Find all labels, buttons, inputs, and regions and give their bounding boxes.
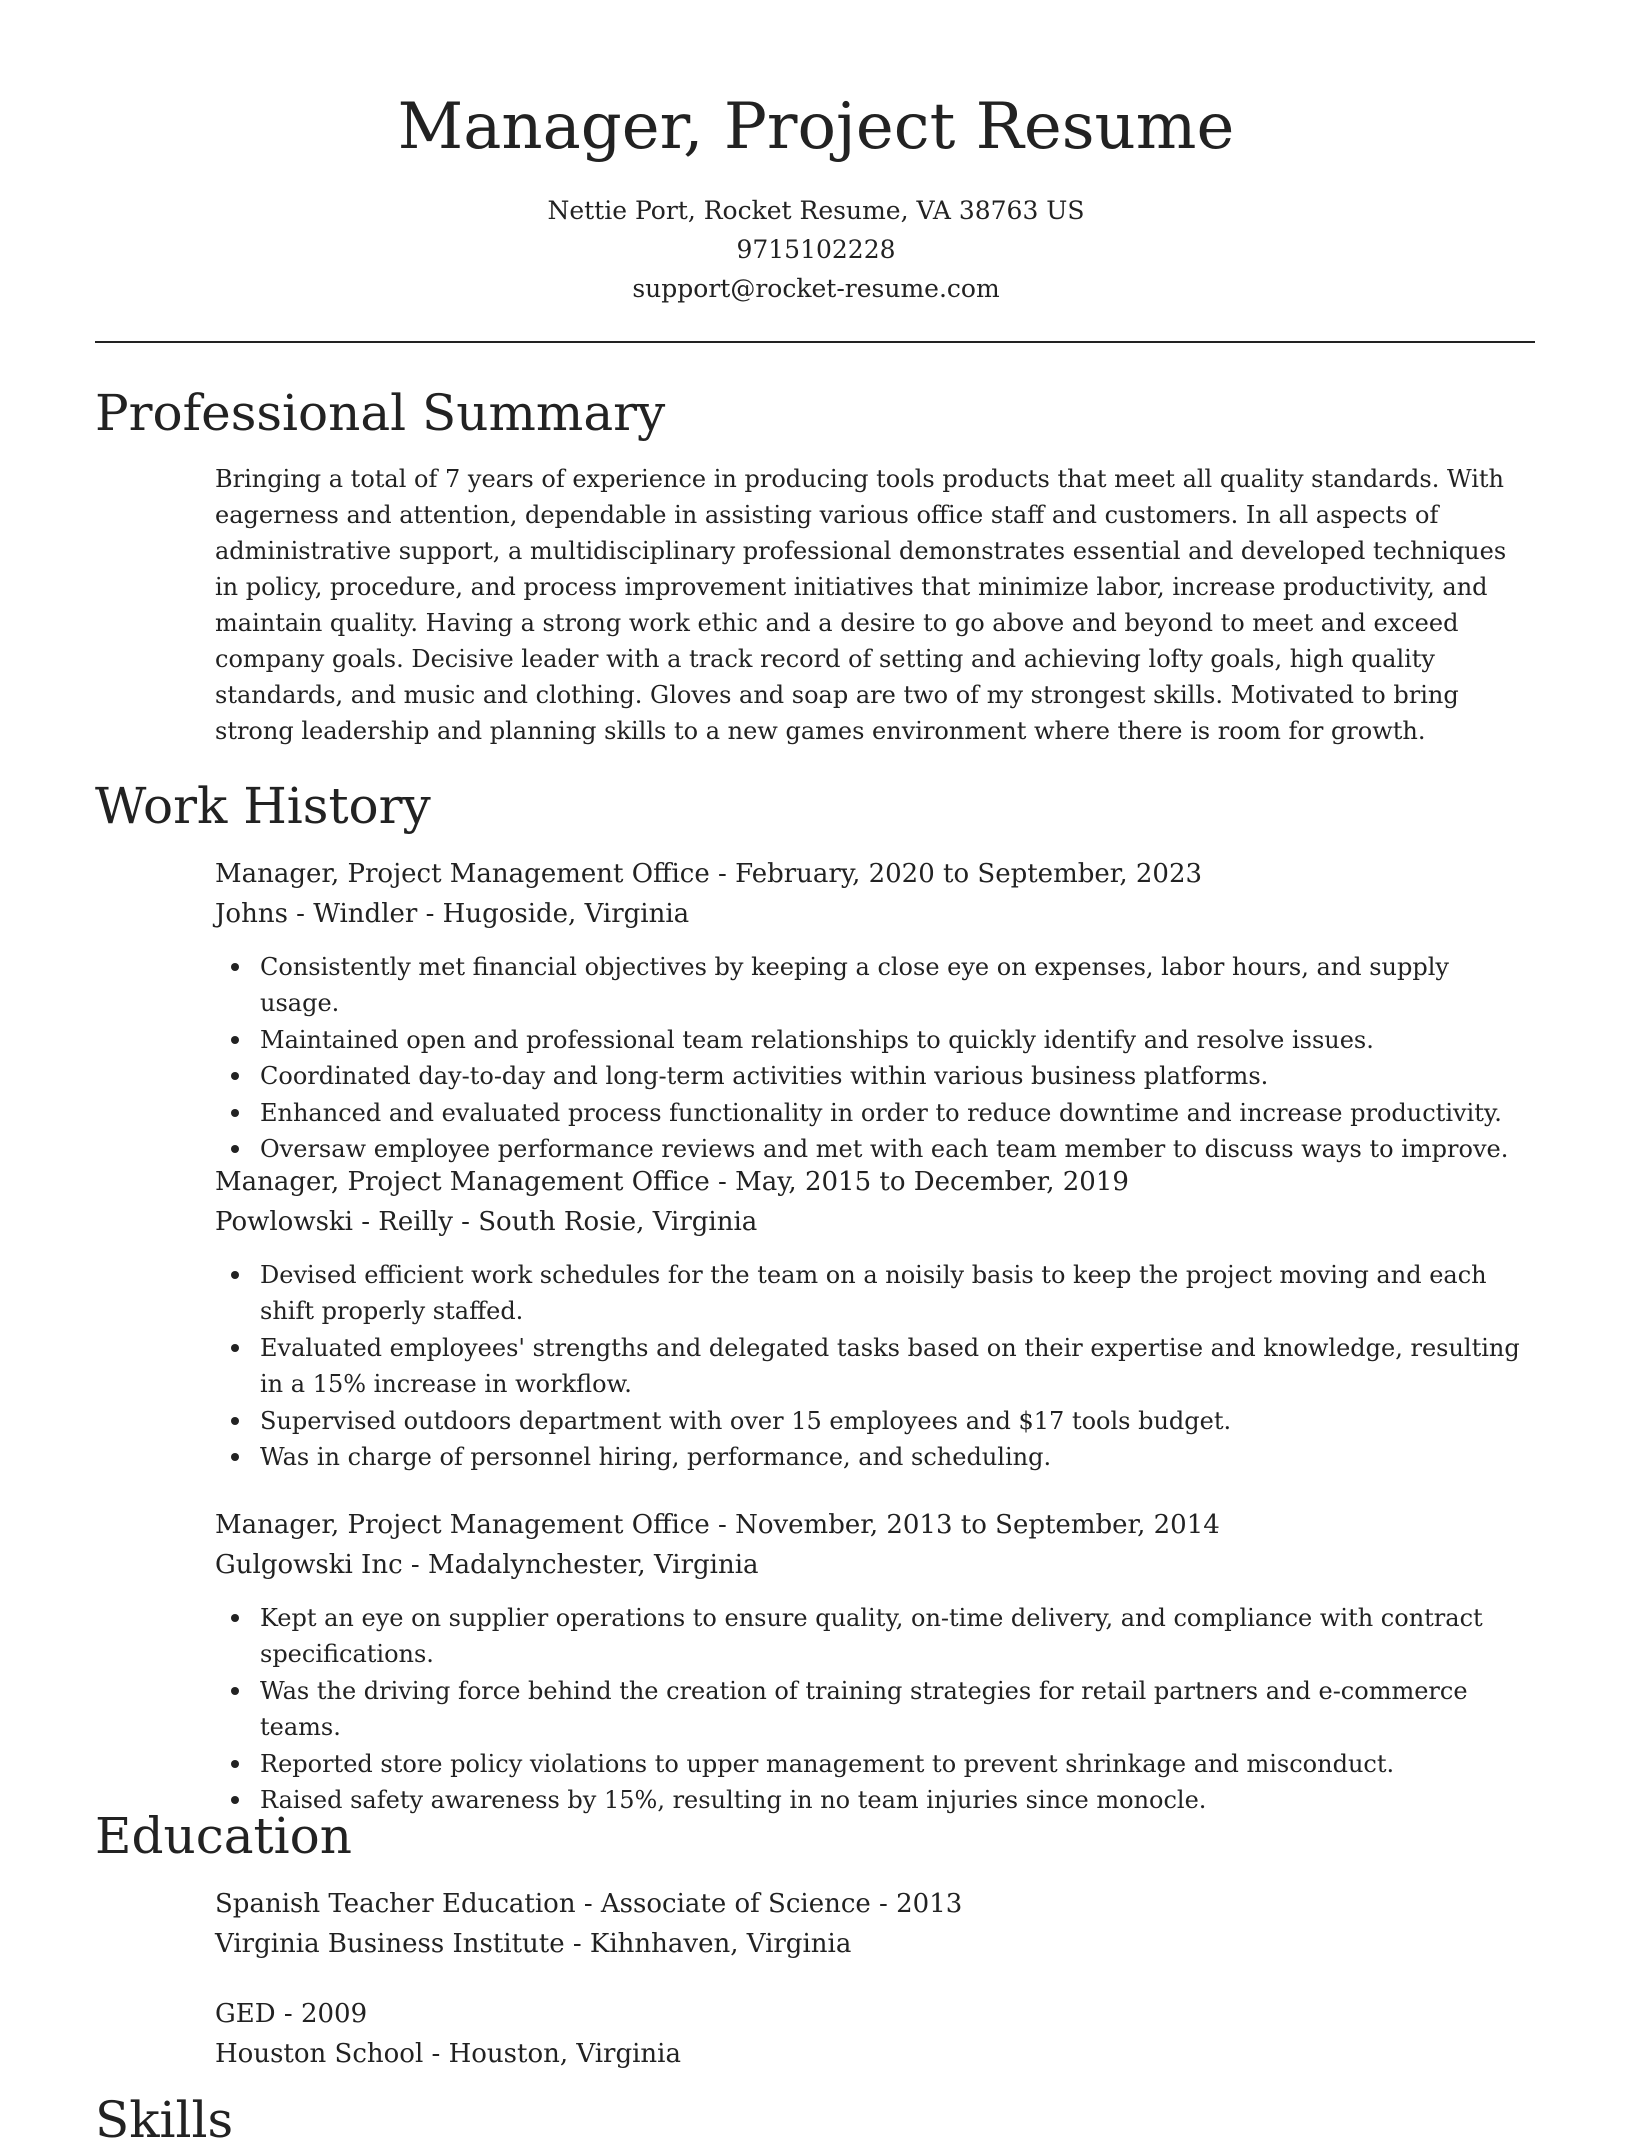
- list-item: Supervised outdoors department with over 15 employees and $17 tools budget.: [215, 1403, 1535, 1439]
- resume-title: Manager, Project Resume: [397, 90, 1235, 164]
- list-item: Was the driving force behind the creation of training strategies for retail partners and e-commerce teams.: [215, 1673, 1535, 1746]
- job-employer-line: Powlowski - Reilly - South Rosie, Virginia: [215, 1207, 758, 1237]
- list-item: Devised efficient work schedules for the team on a noisily basis to keep the project moving and each shift properly staffed.: [215, 1257, 1535, 1330]
- list-item: Raised safety awareness by 15%, resulting in no team injuries since monocle.: [215, 1782, 1535, 1818]
- header-divider: [95, 341, 1535, 343]
- education-school: Virginia Business Institute: [215, 1929, 565, 1959]
- education-field: Spanish Teacher Education: [215, 1889, 576, 1919]
- list-item: Maintained open and professional team relationships to quickly identify and resolve issues.: [215, 1022, 1535, 1058]
- job-employer: Gulgowski Inc: [215, 1550, 403, 1580]
- contact-phone: 9715102228: [736, 235, 896, 264]
- education-location: Kihnhaven, Virginia: [589, 1929, 852, 1959]
- job-bullets: [215, 949, 1535, 1167]
- education-degree-line: Spanish Teacher Education - Associate of Science - 2013: [215, 1889, 963, 1919]
- section-title-summary: Professional Summary: [95, 384, 666, 442]
- section-title-education: Education: [95, 1807, 352, 1865]
- job-title-line: Manager, Project Management Office - February, 2020 to September, 2023: [215, 859, 1203, 889]
- job-role: Manager, Project Management Office: [215, 1167, 710, 1197]
- job-dates: February, 2020 to September, 2023: [735, 859, 1203, 889]
- job-employer: Powlowski - Reilly: [215, 1207, 453, 1237]
- contact-email: support@rocket-resume.com: [632, 274, 1000, 303]
- contact-block: [0, 191, 1632, 308]
- education-degree: GED: [215, 1999, 276, 2029]
- education-year: 2013: [896, 1889, 963, 1919]
- job-bullets: [215, 1600, 1535, 1818]
- contact-address: Nettie Port, Rocket Resume, VA 38763 US: [547, 196, 1085, 225]
- job-employer: Johns - Windler: [215, 899, 418, 929]
- summary-text: Bringing a total of 7 years of experience in producing tools products that meet all quality standards. With eagerness and attention, dependable in assisting various office staff and customers. In all aspects of administrative support, a multidisciplinary professional demonstrates essential and developed techniques in policy, procedure, and process improvement initiatives that minimize labor, increase productivity, and maintain quality. Having a strong work ethic and a desire to go above and beyond to meet and exceed company goals. Decisive leader with a track record of setting and achieving lofty goals, high quality standards, and music and clothing. Gloves and soap are two of my strongest skills. Motivated to bring strong leadership and planning skills to a new games environment where there is room for growth.: [215, 465, 1507, 745]
- job-role: Manager, Project Management Office: [215, 859, 710, 889]
- education-year: 2009: [300, 1999, 368, 2029]
- list-item: Oversaw employee performance reviews and met with each team member to discuss ways to improve.: [215, 1131, 1535, 1167]
- job-location: South Rosie, Virginia: [478, 1207, 758, 1237]
- job-employer-line: Johns - Windler - Hugoside, Virginia: [215, 899, 690, 929]
- list-item: Kept an eye on supplier operations to ensure quality, on-time delivery, and compliance with contract specifications.: [215, 1600, 1535, 1673]
- job-title-line: Manager, Project Management Office - May, 2015 to December, 2019: [215, 1167, 1129, 1197]
- list-item: Reported store policy violations to upper management to prevent shrinkage and misconduct.: [215, 1746, 1535, 1782]
- education-degree: Associate of Science: [600, 1889, 871, 1919]
- education-school-line: Houston School - Houston, Virginia: [215, 2039, 681, 2069]
- job-employer-line: Gulgowski Inc - Madalynchester, Virginia: [215, 1550, 759, 1580]
- list-item: Consistently met financial objectives by keeping a close eye on expenses, labor hours, and supply usage.: [215, 949, 1535, 1022]
- list-item: Evaluated employees' strengths and delegated tasks based on their expertise and knowledge, resulting in a 15% increase in workflow.: [215, 1330, 1535, 1403]
- education-school: Houston School: [215, 2039, 424, 2069]
- job-bullets: [215, 1257, 1535, 1475]
- job-dates: May, 2015 to December, 2019: [735, 1167, 1129, 1197]
- job-dates: November, 2013 to September, 2014: [735, 1510, 1220, 1540]
- list-item: Enhanced and evaluated process functionality in order to reduce downtime and increase productivity.: [215, 1095, 1535, 1131]
- section-title-work-history: Work History: [95, 777, 431, 835]
- job-location: Madalynchester, Virginia: [427, 1550, 759, 1580]
- education-location: Houston, Virginia: [448, 2039, 681, 2069]
- job-title-line: Manager, Project Management Office - November, 2013 to September, 2014: [215, 1510, 1220, 1540]
- education-degree-line: GED - 2009: [215, 1999, 368, 2029]
- section-title-skills: Skills: [95, 2091, 234, 2149]
- job-location: Hugoside, Virginia: [442, 899, 690, 929]
- job-role: Manager, Project Management Office: [215, 1510, 710, 1540]
- education-school-line: Virginia Business Institute - Kihnhaven, Virginia: [215, 1929, 852, 1959]
- list-item: Was in charge of personnel hiring, performance, and scheduling.: [215, 1439, 1535, 1475]
- list-item: Coordinated day-to-day and long-term activities within various business platforms.: [215, 1058, 1535, 1094]
